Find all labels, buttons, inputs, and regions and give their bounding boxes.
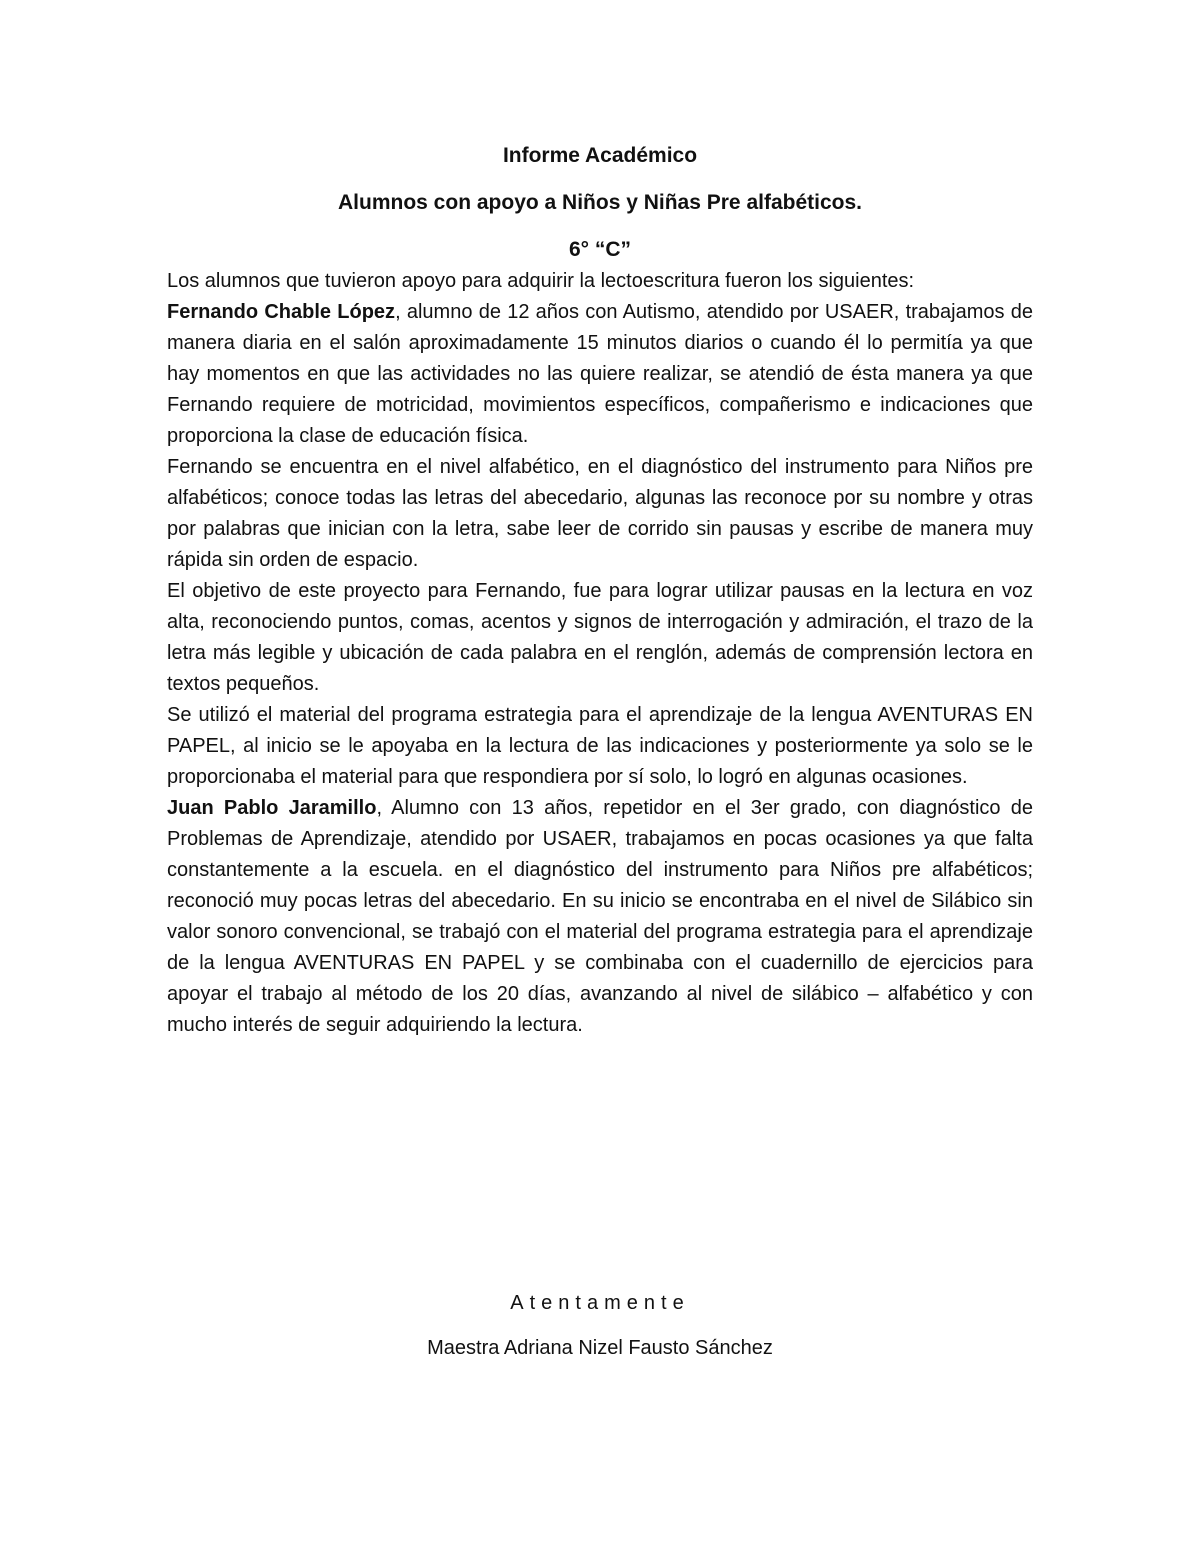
document-body xyxy=(167,140,1033,1041)
intro-paragraph: Los alumnos que tuvieron apoyo para adquirir la lectoescritura fueron los siguientes: xyxy=(167,270,915,292)
student-1-paragraph-1 xyxy=(167,297,1033,452)
document-title: Informe Académico xyxy=(502,144,698,167)
student-1-paragraph-2: Fernando se encuentra en el nivel alfabético, en el diagnóstico del instrumento para Niños pre alfabéticos; conoce todas las letras del abecedario, algunas las reconoce por su nombre y otras por palabras que inician con la letra, sabe leer de corrido sin pausas y escribe de manera muy rápida sin orden de espacio. xyxy=(167,456,1033,571)
student-1-name: Fernando Chable López xyxy=(167,301,396,323)
closing-salutation: Atentamente xyxy=(510,1292,690,1314)
student-2-paragraph-1 xyxy=(167,793,1033,1041)
grade-heading: 6° “C” xyxy=(568,238,632,261)
document-subtitle: Alumnos con apoyo a Niños y Niñas Pre alfabéticos. xyxy=(338,191,862,214)
signature-name: Maestra Adriana Nizel Fausto Sánchez xyxy=(427,1337,773,1359)
student-1-paragraph-3: El objetivo de este proyecto para Fernando, fue para lograr utilizar pausas en la lectura en voz alta, reconociendo puntos, comas, acentos y signos de interrogación y admiración, el trazo de la letra más legible y ubicación de cada palabra en el renglón, además de comprensión lectora en textos pequeños. xyxy=(167,580,1033,695)
student-1-paragraph-1-text: , alumno de 12 años con Autismo, atendido por USAER, trabajamos de manera diaria en el salón aproximadamente 15 minutos diarios o cuando él lo permitía ya que hay momentos en que las actividades no las quiere realizar, se atendió de ésta manera ya que Fernando requiere de motricidad, movimientos específicos, compañerismo e indicaciones que proporciona la clase de educación física. xyxy=(167,301,1033,447)
student-2-paragraph-1-text: , Alumno con 13 años, repetidor en el 3er grado, con diagnóstico de Problemas de Aprendizaje, atendido por USAER, trabajamos en pocas ocasiones ya que falta constantemente a la escuela. en el diagnóstico del instrumento para Niños pre alfabéticos; reconoció muy pocas letras del abecedario. En su inicio se encontraba en el nivel de Silábico sin valor sonoro convencional, se trabajó con el material del programa estrategia para el aprendizaje de la lengua AVENTURAS EN PAPEL y se combinaba con el cuadernillo de ejercicios para apoyar el trabajo al método de los 20 días, avanzando al nivel de silábico – alfabético y con mucho interés de seguir adquiriendo la lectura. xyxy=(167,797,1033,1036)
student-1-paragraph-4: Se utilizó el material del programa estrategia para el aprendizaje de la lengua AVENTURAS EN PAPEL, al inicio se le apoyaba en la lectura de las indicaciones y posteriormente ya solo se le proporcionaba el material para que respondiera por sí solo, lo logró en algunas ocasiones. xyxy=(167,704,1033,788)
student-2-name: Juan Pablo Jaramillo xyxy=(167,797,377,819)
